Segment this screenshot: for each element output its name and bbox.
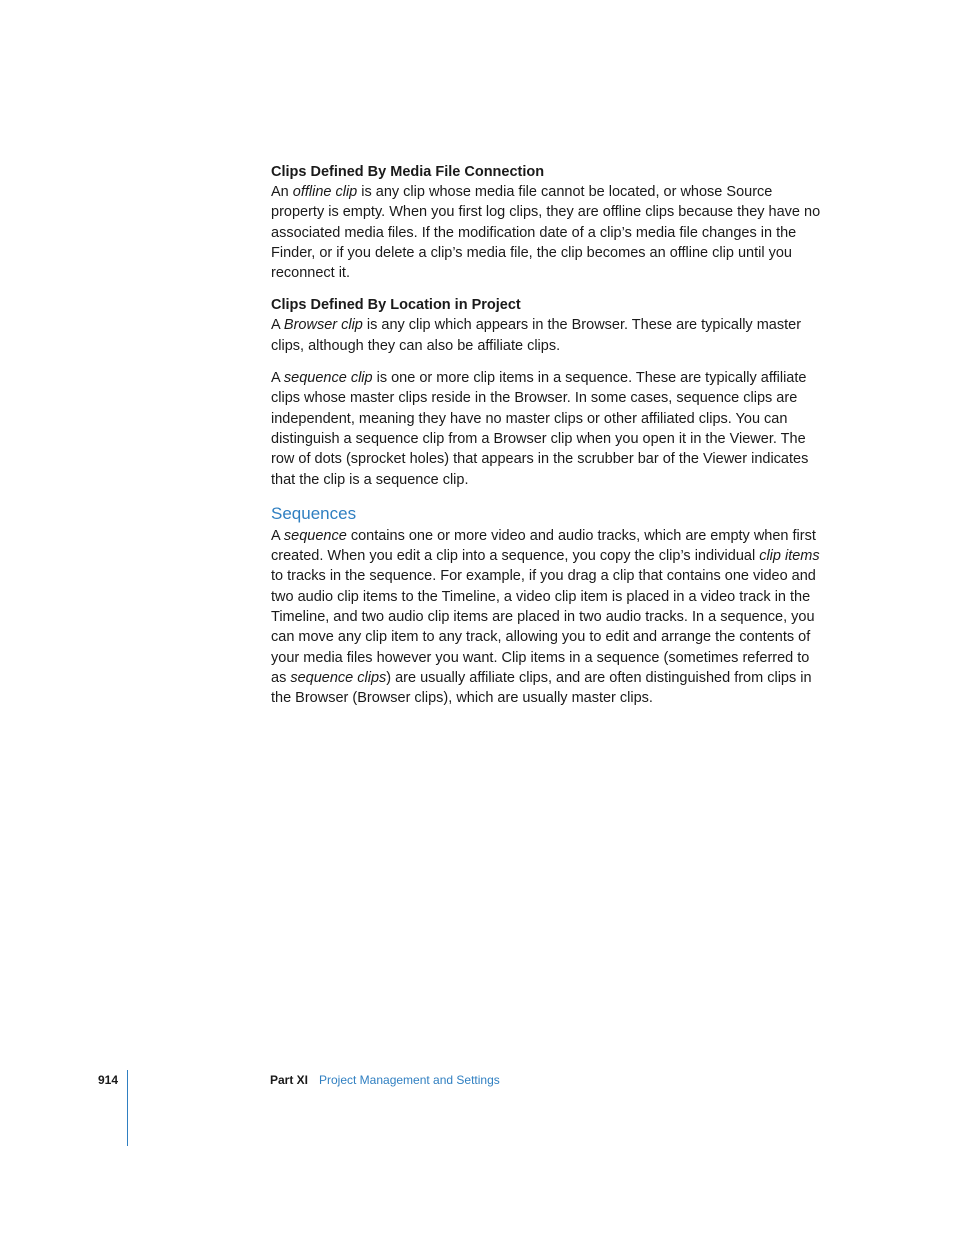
text-run: A <box>271 370 284 387</box>
italic-term: sequence <box>283 527 347 544</box>
subheading-media-file-connection: Clips Defined By Media File Connection <box>271 164 545 180</box>
text-run: contains one or more video and audio tracks, which are empty when first created. When you edit a clip into a sequence, you copy the clip’s individual <box>271 527 816 565</box>
spacer <box>271 356 827 368</box>
page-body <box>271 162 827 709</box>
page-number: 914 <box>98 1073 119 1087</box>
italic-term: sequence clips <box>290 669 387 686</box>
text-run: is one or more clip items in a sequence. These are typically affiliate clips whose master clips reside in the Browser. In some cases, sequence clips are independent, meaning they have no master clips or other affiliated clips. You can distinguish a sequence clip from a Browser clip when you open it in the Viewer. The row of dots (sprocket holes) that appears in the scrubber bar of the Viewer indicates that the clip is a sequence clip. <box>271 370 809 488</box>
subheading-location-in-project: Clips Defined By Location in Project <box>271 297 521 314</box>
text-run: ) are usually affiliate clips, and are often distinguished from clips in the Browser (Browser clips), which are usually master clips. <box>271 669 812 707</box>
text-run: A <box>271 317 284 334</box>
section-title-sequences: Sequences <box>271 503 357 523</box>
part-label: Part XI <box>270 1073 309 1087</box>
paragraph-sequence-clip <box>271 368 827 490</box>
text-run: A <box>271 527 284 544</box>
text-run: to tracks in the sequence. For example, if you drag a clip that contains one video and two audio clip items to the Timeline, a video clip item is placed in a video track in the Timeline, and two audio clip items are placed in two audio tracks. In a sequence, you can move any clip item to any track, allowing you to edit and arrange the contents of your media files however you want. Clip items in a sequence (sometimes referred to as <box>271 568 816 686</box>
spacer <box>271 283 827 295</box>
text-run: is any clip whose media file cannot be located, or whose Source property is empty. When you first log clips, they are offline clips because they have no associated media files. If the modification date of a clip’s media file changes in the Finder, or if you delete a clip’s media file, the clip becomes an offline clip until you reconnect it. <box>271 184 821 282</box>
italic-term: Browser clip <box>283 317 363 334</box>
paragraph-offline-clip <box>271 182 827 283</box>
footer-divider <box>127 1070 128 1146</box>
part-title-link[interactable]: Project Management and Settings <box>319 1073 500 1087</box>
italic-term: clip items <box>759 548 820 565</box>
italic-term: sequence clip <box>283 370 373 387</box>
paragraph-browser-clip <box>271 315 827 356</box>
text-run: An <box>271 184 293 200</box>
spacer <box>271 490 827 502</box>
paragraph-sequences <box>271 526 827 709</box>
italic-term: offline clip <box>292 184 358 200</box>
text-run: is any clip which appears in the Browser. These are typically master clips, although they can also be affiliate clips. <box>271 317 802 354</box>
